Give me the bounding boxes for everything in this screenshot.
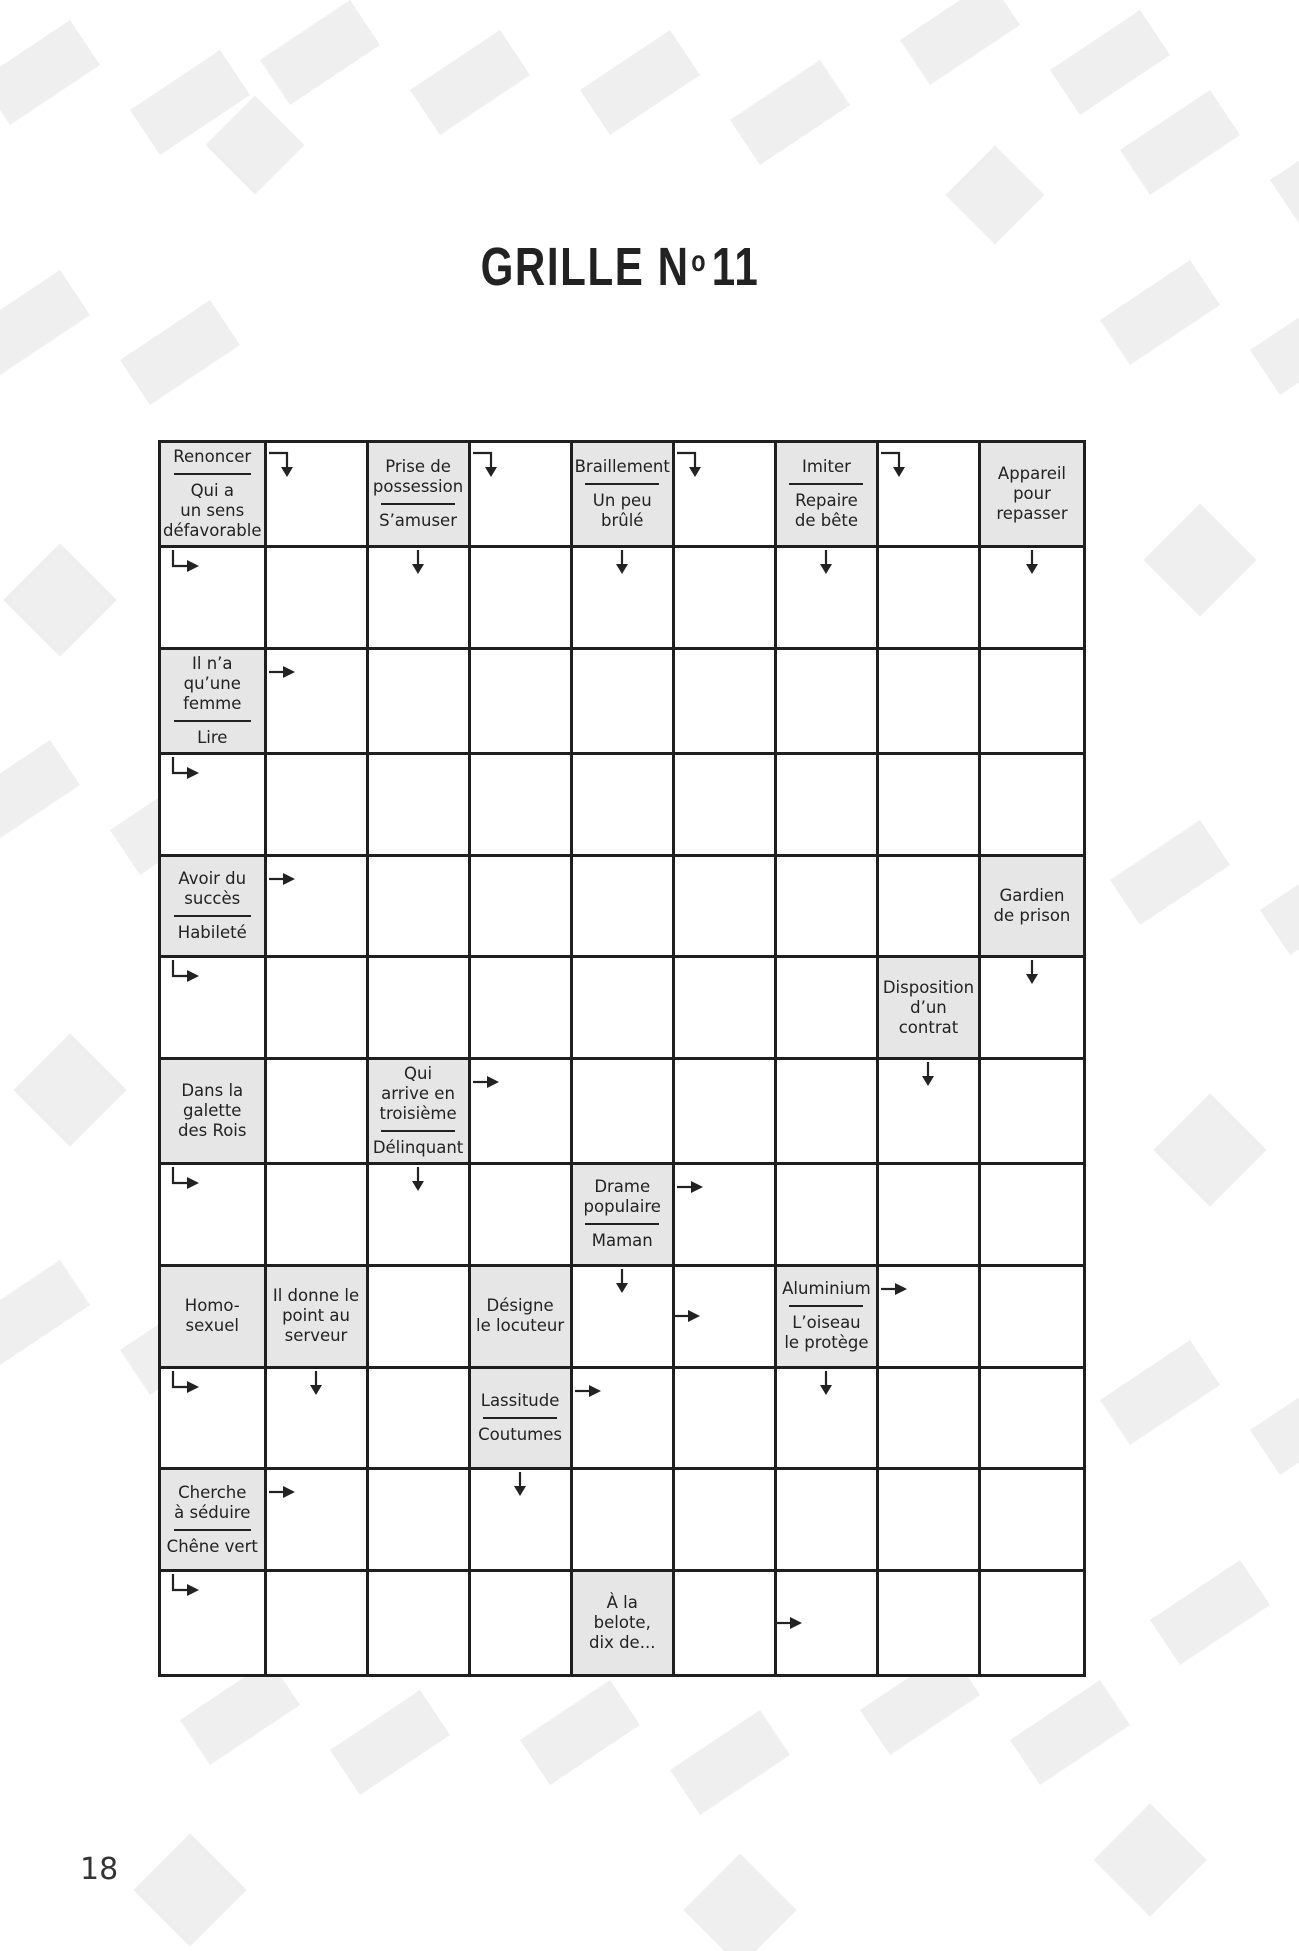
answer-cell[interactable] bbox=[161, 1572, 267, 1674]
answer-cell[interactable] bbox=[981, 1060, 1083, 1165]
clue-text: Aluminium bbox=[782, 1279, 871, 1299]
clue-cell bbox=[369, 443, 471, 548]
answer-cell[interactable] bbox=[879, 548, 981, 650]
answer-cell[interactable] bbox=[267, 650, 369, 755]
clue-separator bbox=[174, 720, 251, 722]
arrow-down-right-icon bbox=[169, 958, 209, 998]
answer-cell[interactable] bbox=[267, 1165, 369, 1267]
clue-cell bbox=[573, 443, 675, 548]
arrow-down-right-icon bbox=[169, 1572, 209, 1612]
answer-cell[interactable] bbox=[981, 755, 1083, 857]
answer-cell[interactable] bbox=[161, 1369, 267, 1471]
arrow-down-icon bbox=[296, 1369, 336, 1409]
answer-cell[interactable] bbox=[777, 755, 879, 857]
answer-cell[interactable] bbox=[471, 1165, 573, 1267]
clue-separator bbox=[174, 915, 251, 917]
answer-cell[interactable] bbox=[267, 857, 369, 959]
answer-cell[interactable] bbox=[879, 443, 981, 548]
clue-text: Repaire de bête bbox=[794, 491, 858, 530]
arrow-right-down-icon bbox=[471, 447, 511, 487]
clue-text: Coutumes bbox=[478, 1425, 562, 1445]
clue-cell bbox=[161, 443, 267, 548]
answer-cell[interactable] bbox=[471, 755, 573, 857]
answer-cell[interactable] bbox=[777, 650, 879, 755]
clue-text: Maman bbox=[591, 1231, 653, 1251]
clue-cell bbox=[471, 1267, 573, 1369]
answer-cell[interactable] bbox=[471, 443, 573, 548]
arrow-down-icon bbox=[398, 548, 438, 588]
clue-cell bbox=[981, 443, 1083, 548]
answer-cell[interactable] bbox=[675, 548, 777, 650]
answer-cell[interactable] bbox=[471, 1572, 573, 1674]
clue-text: Drame populaire bbox=[583, 1177, 661, 1217]
clue-text: Braillement bbox=[574, 457, 670, 476]
arrow-down-icon bbox=[602, 548, 642, 588]
arrow-down-icon bbox=[1012, 548, 1052, 588]
arrow-down-right-icon bbox=[169, 755, 209, 795]
answer-cell[interactable] bbox=[161, 1165, 267, 1267]
clue-separator bbox=[585, 1223, 659, 1225]
answer-cell[interactable] bbox=[573, 857, 675, 959]
answer-cell[interactable] bbox=[573, 755, 675, 857]
answer-cell[interactable] bbox=[267, 1369, 369, 1471]
answer-cell[interactable] bbox=[879, 1369, 981, 1471]
arrow-right-icon bbox=[267, 859, 307, 899]
clue-cell bbox=[879, 958, 981, 1060]
clue-separator bbox=[381, 1130, 455, 1132]
clue-cell bbox=[161, 1267, 267, 1369]
answer-cell[interactable] bbox=[161, 958, 267, 1060]
clue-cell bbox=[573, 1165, 675, 1267]
answer-cell[interactable] bbox=[777, 958, 879, 1060]
clue-text: Avoir du succès bbox=[178, 868, 247, 908]
answer-cell[interactable] bbox=[471, 548, 573, 650]
arrow-down-icon bbox=[602, 1267, 642, 1307]
answer-cell[interactable] bbox=[573, 1060, 675, 1165]
arrow-right-down-icon bbox=[879, 447, 919, 487]
answer-cell[interactable] bbox=[981, 650, 1083, 755]
clue-separator bbox=[174, 1529, 251, 1531]
answer-cell[interactable] bbox=[471, 650, 573, 755]
answer-cell[interactable] bbox=[267, 548, 369, 650]
answer-cell[interactable] bbox=[777, 1165, 879, 1267]
answer-cell[interactable] bbox=[675, 1165, 777, 1267]
answer-cell[interactable] bbox=[981, 1369, 1083, 1471]
clue-text: Délinquant bbox=[372, 1138, 464, 1158]
answer-cell[interactable] bbox=[981, 1470, 1083, 1572]
answer-cell[interactable] bbox=[267, 1470, 369, 1572]
clue-text: Désigne le locuteur bbox=[476, 1296, 565, 1336]
clue-separator bbox=[789, 1305, 863, 1307]
clue-separator bbox=[174, 473, 251, 475]
answer-cell[interactable] bbox=[369, 857, 471, 959]
answer-cell[interactable] bbox=[879, 857, 981, 959]
clue-text: Renoncer bbox=[173, 447, 252, 466]
answer-cell[interactable] bbox=[369, 1572, 471, 1674]
answer-cell[interactable] bbox=[369, 1165, 471, 1267]
title-number: 11 bbox=[711, 237, 760, 298]
answer-cell[interactable] bbox=[573, 650, 675, 755]
arrow-right-icon bbox=[267, 652, 307, 692]
clue-cell bbox=[471, 1369, 573, 1471]
answer-cell[interactable] bbox=[879, 1060, 981, 1165]
clue-text: Dans la galette des Rois bbox=[178, 1081, 247, 1141]
clue-cell bbox=[161, 1470, 267, 1572]
answer-cell[interactable] bbox=[879, 1267, 981, 1369]
clue-separator bbox=[789, 483, 863, 485]
title-prefix: GRILLE N bbox=[480, 237, 690, 298]
answer-cell[interactable] bbox=[573, 548, 675, 650]
arrow-right-down-icon bbox=[675, 447, 715, 487]
answer-cell[interactable] bbox=[161, 755, 267, 857]
answer-cell[interactable] bbox=[267, 1060, 369, 1165]
answer-cell[interactable] bbox=[879, 1165, 981, 1267]
arrow-right-icon bbox=[573, 1371, 613, 1411]
clue-text: Prise de possession bbox=[372, 457, 464, 496]
crossword-grid bbox=[158, 440, 1086, 1677]
answer-cell[interactable] bbox=[675, 650, 777, 755]
answer-cell[interactable] bbox=[369, 755, 471, 857]
answer-cell[interactable] bbox=[573, 1369, 675, 1471]
arrow-down-right-icon bbox=[169, 1369, 209, 1409]
arrow-down-right-icon bbox=[169, 548, 209, 588]
arrow-right-icon bbox=[471, 1062, 511, 1102]
arrow-right-icon bbox=[879, 1269, 919, 1309]
clue-text: Cherche à séduire bbox=[174, 1482, 251, 1522]
arrow-down-icon bbox=[1012, 958, 1052, 998]
clue-cell bbox=[981, 857, 1083, 959]
clue-text: Chêne vert bbox=[166, 1536, 258, 1556]
clue-cell bbox=[777, 1267, 879, 1369]
clue-text: Qui arrive en troisième bbox=[379, 1064, 457, 1124]
answer-cell[interactable] bbox=[675, 1060, 777, 1165]
answer-cell[interactable] bbox=[981, 1165, 1083, 1267]
clue-text: Il donne le point au serveur bbox=[272, 1286, 360, 1346]
answer-cell[interactable] bbox=[981, 1267, 1083, 1369]
clue-text: Appareil pour repasser bbox=[996, 464, 1068, 523]
answer-cell[interactable] bbox=[675, 755, 777, 857]
answer-cell[interactable] bbox=[879, 755, 981, 857]
clue-text: Un peu brûlé bbox=[592, 491, 652, 530]
arrow-right-icon bbox=[267, 1472, 307, 1512]
clue-text: Lassitude bbox=[480, 1391, 560, 1411]
answer-cell[interactable] bbox=[777, 1369, 879, 1471]
answer-cell[interactable] bbox=[471, 1470, 573, 1572]
answer-cell[interactable] bbox=[675, 857, 777, 959]
answer-cell[interactable] bbox=[267, 443, 369, 548]
clue-separator bbox=[585, 483, 659, 485]
clue-cell bbox=[369, 1060, 471, 1165]
answer-cell[interactable] bbox=[573, 1470, 675, 1572]
clue-text: Lire bbox=[197, 727, 228, 747]
answer-cell[interactable] bbox=[369, 958, 471, 1060]
clue-text: Il n’a qu’une femme bbox=[183, 653, 242, 713]
clue-text: Homo- sexuel bbox=[184, 1296, 240, 1336]
arrow-down-right-icon bbox=[169, 1165, 209, 1205]
answer-cell[interactable] bbox=[471, 1060, 573, 1165]
answer-cell[interactable] bbox=[879, 1470, 981, 1572]
answer-cell[interactable] bbox=[471, 857, 573, 959]
clue-separator bbox=[381, 503, 455, 505]
clue-cell bbox=[777, 443, 879, 548]
answer-cell[interactable] bbox=[369, 1267, 471, 1369]
clue-cell bbox=[267, 1267, 369, 1369]
answer-cell[interactable] bbox=[267, 1572, 369, 1674]
answer-cell[interactable] bbox=[161, 548, 267, 650]
clue-text: Gardien de prison bbox=[993, 885, 1071, 925]
clue-cell bbox=[161, 1060, 267, 1165]
arrow-right-icon bbox=[774, 1603, 814, 1643]
arrow-down-icon bbox=[806, 548, 846, 588]
clue-separator bbox=[483, 1417, 557, 1419]
answer-cell[interactable] bbox=[267, 958, 369, 1060]
answer-cell[interactable] bbox=[675, 1572, 777, 1674]
answer-cell[interactable] bbox=[573, 1267, 675, 1369]
answer-cell[interactable] bbox=[777, 1470, 879, 1572]
clue-cell bbox=[161, 857, 267, 959]
answer-cell[interactable] bbox=[267, 755, 369, 857]
page-number: 18 bbox=[80, 1852, 119, 1887]
title-superscript: o bbox=[691, 245, 708, 279]
answer-cell[interactable] bbox=[369, 650, 471, 755]
answer-cell[interactable] bbox=[675, 1369, 777, 1471]
arrow-down-icon bbox=[398, 1165, 438, 1205]
answer-cell[interactable] bbox=[369, 1470, 471, 1572]
arrow-down-icon bbox=[908, 1060, 948, 1100]
clue-text: L’oiseau le protège bbox=[784, 1313, 869, 1353]
arrow-down-icon bbox=[500, 1470, 540, 1510]
clue-cell bbox=[573, 1572, 675, 1674]
answer-cell[interactable] bbox=[879, 650, 981, 755]
answer-cell[interactable] bbox=[675, 1470, 777, 1572]
page-title bbox=[136, 236, 1103, 298]
arrow-down-icon bbox=[806, 1369, 846, 1409]
answer-cell[interactable] bbox=[471, 958, 573, 1060]
answer-cell[interactable] bbox=[879, 1572, 981, 1674]
answer-cell[interactable] bbox=[981, 1572, 1083, 1674]
clue-text: À la belote, dix de... bbox=[589, 1593, 656, 1653]
arrow-right-icon bbox=[675, 1167, 715, 1207]
answer-cell[interactable] bbox=[981, 548, 1083, 650]
clue-text: Disposition d’un contrat bbox=[882, 977, 975, 1037]
clue-text: S’amuser bbox=[379, 511, 457, 530]
answer-cell[interactable] bbox=[573, 958, 675, 1060]
clue-text: Habileté bbox=[177, 922, 247, 942]
answer-cell[interactable] bbox=[369, 1369, 471, 1471]
clue-cell bbox=[161, 650, 267, 755]
answer-cell[interactable] bbox=[777, 857, 879, 959]
clue-text: Qui a un sens défavorable bbox=[163, 481, 262, 540]
arrow-right-icon bbox=[672, 1296, 712, 1336]
clue-text: Imiter bbox=[801, 457, 851, 476]
arrow-right-down-icon bbox=[267, 447, 307, 487]
answer-cell[interactable] bbox=[369, 548, 471, 650]
answer-cell[interactable] bbox=[675, 958, 777, 1060]
answer-cell[interactable] bbox=[675, 443, 777, 548]
answer-cell[interactable] bbox=[981, 958, 1083, 1060]
answer-cell[interactable] bbox=[777, 548, 879, 650]
answer-cell[interactable] bbox=[777, 1060, 879, 1165]
